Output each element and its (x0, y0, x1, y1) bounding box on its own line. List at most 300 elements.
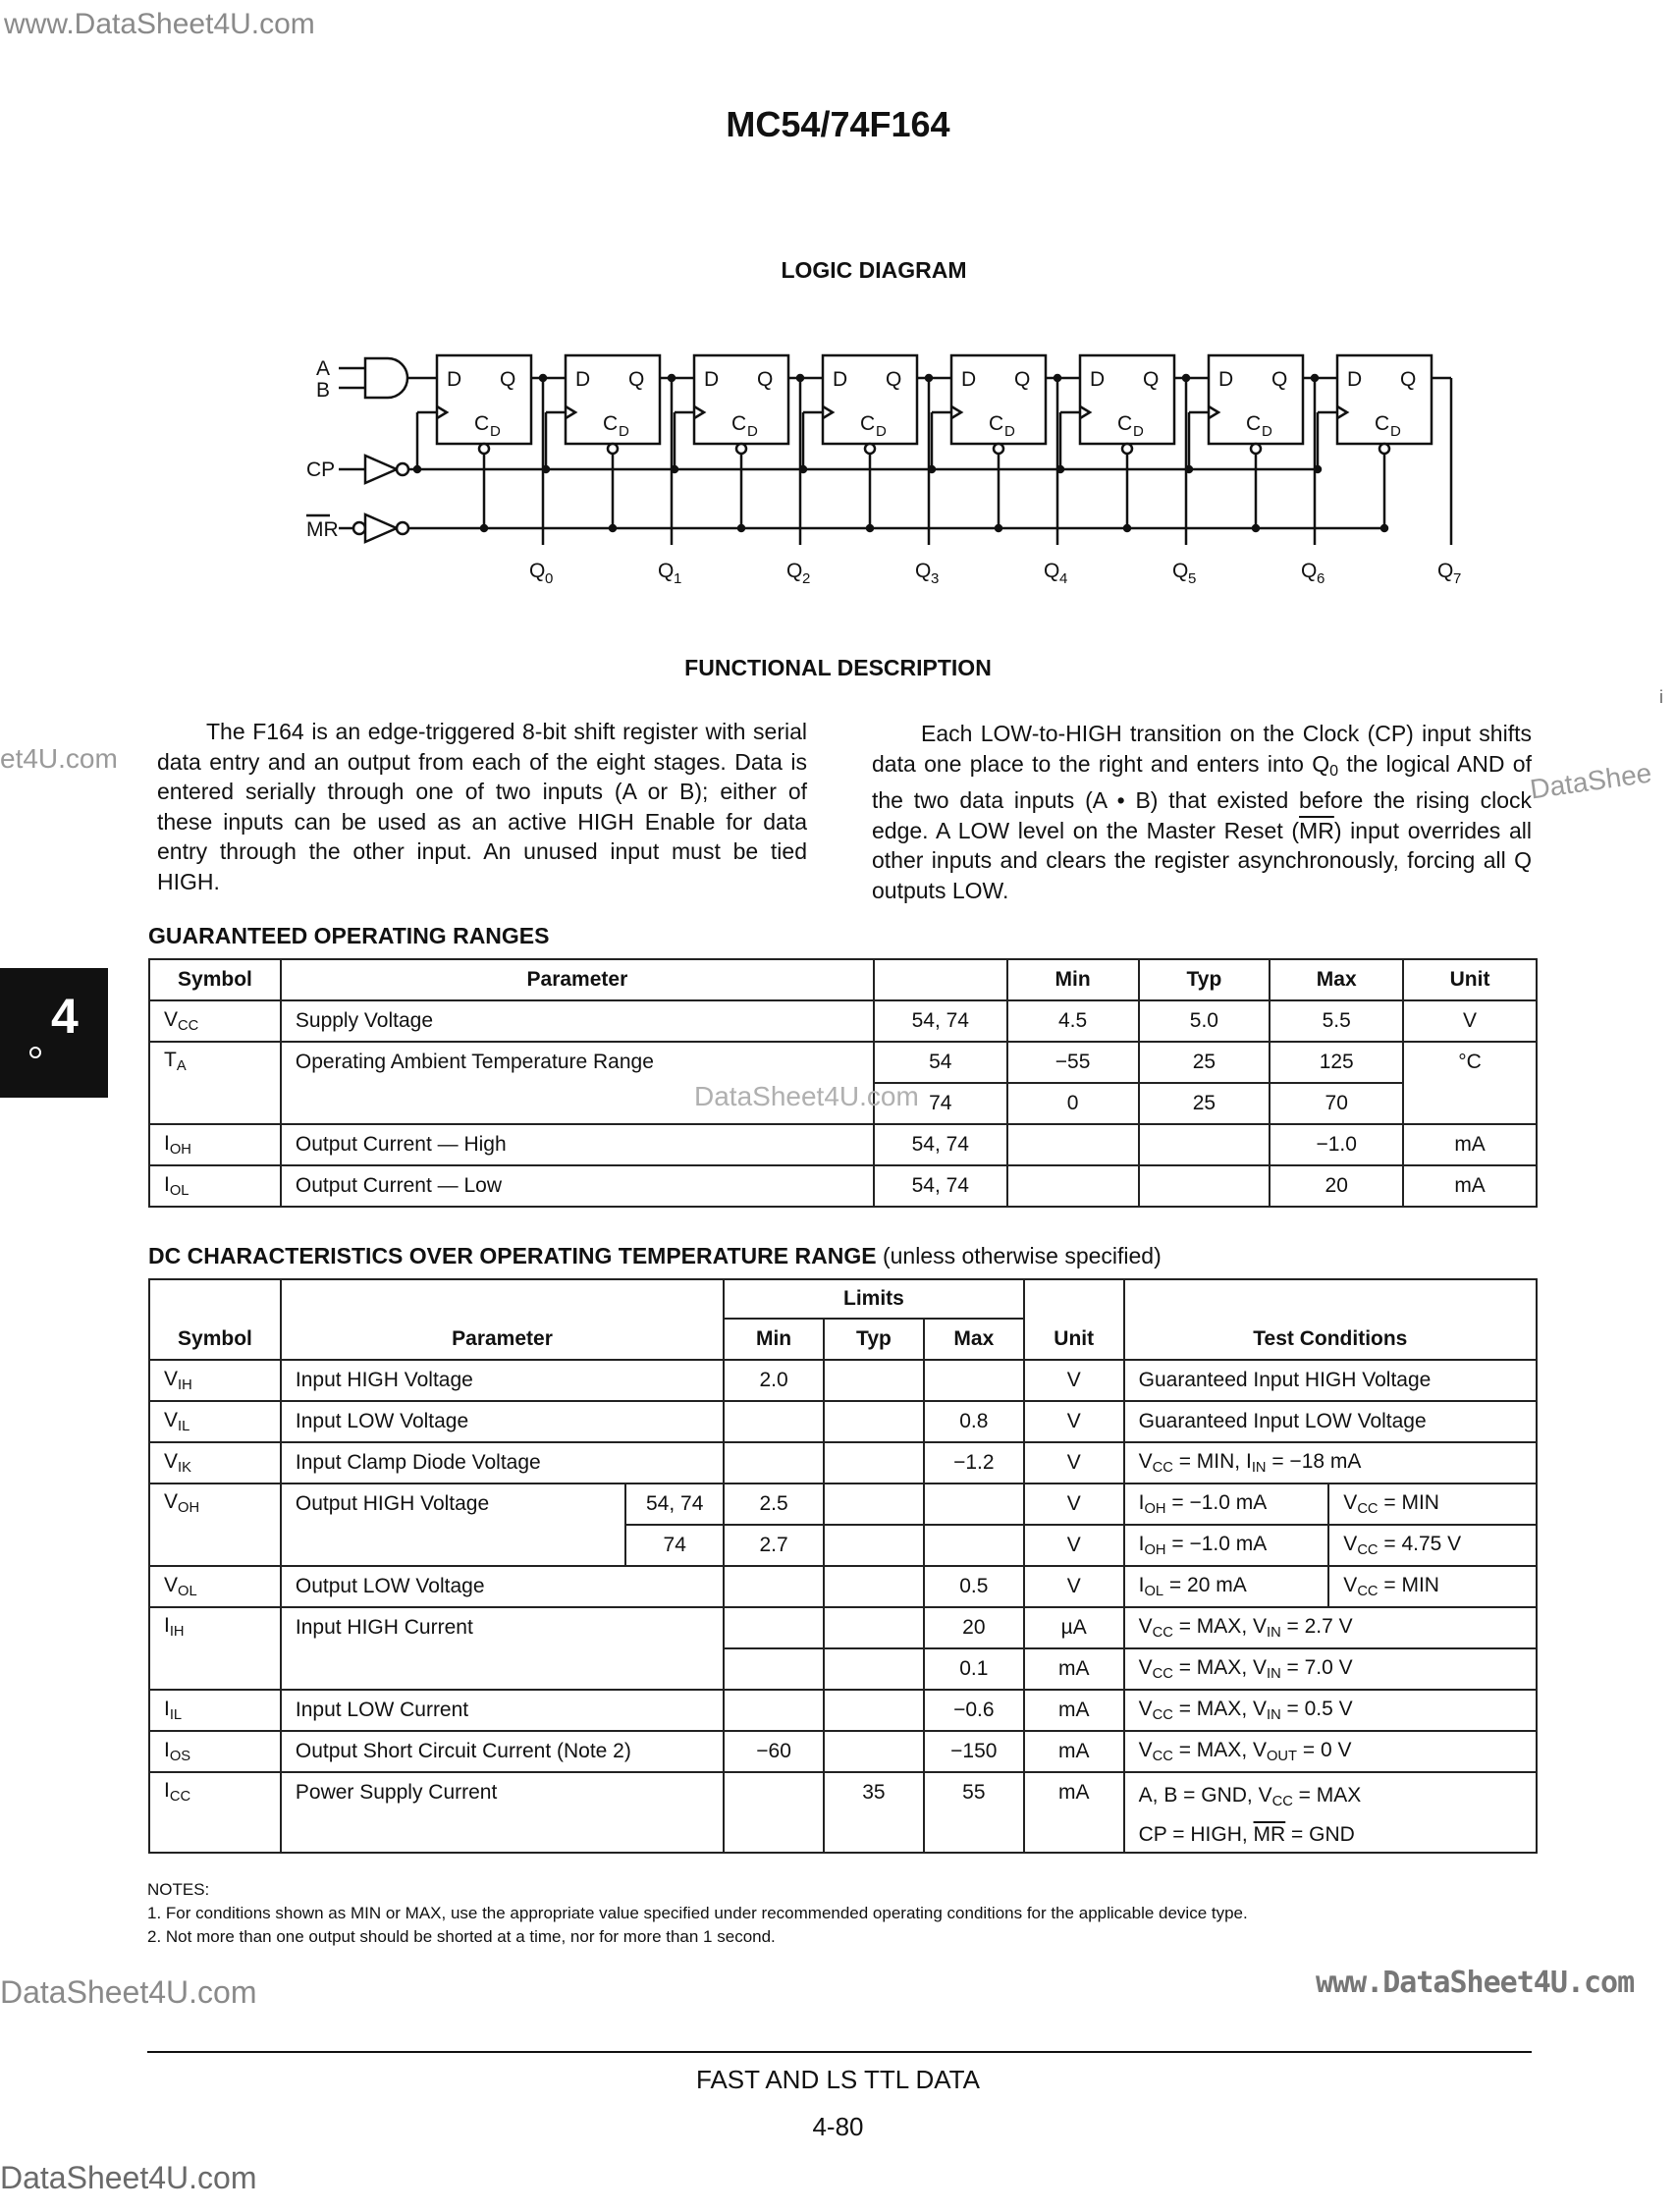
tc-part: = 20 mA (1163, 1574, 1247, 1596)
test-cell (1124, 1731, 1537, 1772)
input-mr-label: MR (306, 518, 339, 541)
ff-d-label: D (833, 368, 848, 391)
symbol-sub: IH (178, 1377, 192, 1393)
output-label: Q (1172, 560, 1189, 582)
desc-right-mr: $\overline{MR}$ (1299, 817, 1334, 843)
max-cell: −1.2 (924, 1442, 1024, 1484)
ff-q-label: Q (1143, 368, 1160, 391)
test-cell (1124, 1525, 1329, 1566)
cd-bubble (994, 444, 1003, 454)
table-row (149, 1690, 1537, 1731)
symbol-sub: IL (169, 1707, 183, 1723)
desc-right-part-1: Each LOW-to-HIGH transition on the Clock (CP) input shifts data one place to the right and enters into Q (872, 721, 1532, 777)
unit-cell: mA (1403, 1124, 1537, 1165)
parameter-cell: Output Current — Low (281, 1165, 874, 1207)
ff-cd-sub: D (1133, 423, 1144, 440)
symbol-sub: OL (178, 1584, 197, 1599)
test-cell (1328, 1525, 1537, 1566)
watermark-center: DataSheet4U.com (694, 1081, 919, 1111)
max-cell: −0.6 (924, 1690, 1024, 1731)
dc-characteristics-table (148, 1278, 1538, 1854)
ff-cd-label: C (731, 412, 747, 435)
ff-cd-sub: D (876, 423, 887, 440)
test-cell (1124, 1648, 1537, 1690)
typ-cell (824, 1648, 924, 1690)
ff-cd-label: C (603, 412, 619, 435)
watermark-mid-left: et4U.com (0, 743, 118, 774)
dc-heading-note: (unless otherwise specified) (882, 1243, 1162, 1268)
typ-cell (824, 1360, 924, 1401)
tc-part: V (1138, 1698, 1153, 1720)
col-parameter: Parameter (281, 959, 874, 1000)
ff-cd-label: C (989, 412, 1004, 435)
tc-sub: IN (1267, 1666, 1281, 1682)
ff-cd-label: C (474, 412, 490, 435)
col-max: Max (924, 1319, 1024, 1360)
output-sub: 4 (1059, 570, 1068, 587)
output-sub: 6 (1317, 570, 1325, 587)
cd-bubble (1251, 444, 1261, 454)
typ-cell (824, 1566, 924, 1607)
symbol-main: I (164, 1779, 170, 1802)
max-cell: 125 (1270, 1042, 1403, 1083)
tc-part: = MIN, I (1172, 1450, 1252, 1473)
cd-bubble (865, 444, 875, 454)
test-cell (1124, 1566, 1329, 1607)
cp-buffer (365, 456, 397, 483)
tc-sub: OL (1144, 1584, 1164, 1599)
tc-part: V (1138, 1739, 1153, 1761)
ff-cd-label: C (1117, 412, 1133, 435)
min-cell (724, 1607, 824, 1648)
device-cell: 54, 74 (874, 1000, 1007, 1042)
max-cell: 20 (924, 1607, 1024, 1648)
min-cell (1007, 1124, 1139, 1165)
col-max: Max (1270, 959, 1403, 1000)
min-cell (1007, 1165, 1139, 1207)
unit-cell: mA (1024, 1648, 1124, 1690)
input-cp-label: CP (306, 459, 336, 481)
ff-q-label: Q (1271, 368, 1288, 391)
parameter-cell: Operating Ambient Temperature Range (281, 1042, 874, 1124)
tc-sub: CC (1152, 1749, 1173, 1764)
tc-part: V (1343, 1491, 1358, 1514)
test-cell (1124, 1442, 1537, 1484)
max-cell (924, 1484, 1024, 1525)
symbol-main: V (164, 1368, 179, 1390)
unit-cell: V (1024, 1525, 1124, 1566)
tc-part: V (1138, 1450, 1153, 1473)
typ-cell (1139, 1124, 1271, 1165)
symbol-main: V (164, 1008, 179, 1031)
output-label: Q (915, 560, 932, 582)
table-row (149, 1772, 1537, 1853)
tc-part: = MIN (1378, 1491, 1439, 1514)
symbol-main: I (164, 1173, 170, 1196)
tc-part: V (1138, 1656, 1153, 1679)
symbol-cell (149, 1690, 281, 1731)
desc-right-part-3: ) input overrides all other inputs and clears the register asynchronously, forcing all Q outputs LOW. (872, 817, 1532, 903)
col-min: Min (1007, 959, 1139, 1000)
device-cell: 74 (625, 1525, 724, 1566)
tc-part: = MIN (1378, 1574, 1439, 1596)
tc-part: = 0 V (1297, 1739, 1352, 1761)
clock-edge-marker (1337, 406, 1347, 418)
max-cell (924, 1360, 1024, 1401)
symbol-sub: CC (169, 1789, 191, 1805)
unit-cell: V (1024, 1360, 1124, 1401)
clock-edge-marker (823, 406, 833, 418)
symbol-main: V (164, 1574, 179, 1596)
min-cell: 2.5 (724, 1484, 824, 1525)
ff-cd-sub: D (619, 423, 629, 440)
symbol-main: V (164, 1409, 179, 1431)
edge-mark: i (1659, 687, 1663, 707)
tc-part: V (1138, 1615, 1153, 1638)
unit-cell: V (1024, 1484, 1124, 1525)
typ-cell (824, 1484, 924, 1525)
tc-part: V (1343, 1574, 1358, 1596)
output-sub: 2 (802, 570, 811, 587)
symbol-main: I (164, 1739, 170, 1761)
document-title: MC54/74F164 (726, 104, 950, 144)
footer-rule (147, 2051, 1532, 2053)
parameter-cell: Input LOW Voltage (281, 1401, 724, 1442)
watermark-bottom-left: DataSheet4U.com (0, 1974, 257, 2010)
parameter-cell: Supply Voltage (281, 1000, 874, 1042)
tc-part: = −1.0 mA (1165, 1533, 1268, 1555)
dc-characteristics-heading (148, 1243, 1162, 1269)
tc-part: = MAX, V (1172, 1656, 1267, 1679)
table-header-row (149, 959, 1537, 1000)
output-label: Q (1437, 560, 1454, 582)
clock-edge-marker (694, 406, 704, 418)
tc-sub: CC (1357, 1542, 1379, 1558)
symbol-cell (149, 1607, 281, 1690)
symbol-sub: IH (169, 1624, 185, 1640)
symbol-main: I (164, 1614, 170, 1637)
tc-part: I (1138, 1533, 1145, 1555)
functional-description-right (872, 719, 1532, 905)
section-tab (0, 968, 108, 1098)
watermark-footer: DataSheet4U.com (0, 2160, 257, 2195)
symbol-cell (149, 1360, 281, 1401)
min-cell: 4.5 (1007, 1000, 1139, 1042)
max-cell: 20 (1270, 1165, 1403, 1207)
min-cell (724, 1648, 824, 1690)
ff-cd-sub: D (1004, 423, 1015, 440)
tc-part: CP = HIGH, (1138, 1823, 1254, 1846)
min-cell (724, 1442, 824, 1484)
output-sub: 0 (545, 570, 554, 587)
test-cell (1124, 1690, 1537, 1731)
typ-cell (824, 1731, 924, 1772)
note-1: 1. For conditions shown as MIN or MAX, use the appropriate value specified under recommended operating conditions for the applicable device type. (147, 1904, 1248, 1922)
parameter-cell: Input HIGH Current (281, 1607, 724, 1690)
tc-part: = MAX, V (1172, 1739, 1267, 1761)
ff-cd-sub: D (747, 423, 758, 440)
col-limits: Limits (724, 1279, 1024, 1319)
table-row (149, 1566, 1537, 1607)
col-device (874, 959, 1007, 1000)
section-tab-dot (29, 1047, 41, 1058)
notes-label: NOTES: (147, 1880, 210, 1899)
desc-right-sub: 0 (1329, 761, 1339, 780)
test-cell (1124, 1484, 1329, 1525)
symbol-sub: OH (169, 1142, 191, 1158)
test-cell (1328, 1566, 1537, 1607)
section-tab-number: 4 (51, 989, 79, 1044)
tc-sub: CC (1152, 1707, 1173, 1723)
clock-edge-marker (566, 406, 575, 418)
col-test-conditions: Test Conditions (1124, 1279, 1537, 1360)
tc-sub: OUT (1267, 1749, 1298, 1764)
tc-sub: CC (1357, 1584, 1379, 1599)
unit-cell: °C (1403, 1042, 1537, 1124)
max-cell: −1.0 (1270, 1124, 1403, 1165)
table-row (149, 1731, 1537, 1772)
symbol-cell (149, 1124, 281, 1165)
symbol-cell (149, 1772, 281, 1853)
output-label: Q (1301, 560, 1318, 582)
desc-right-part-2: the logical AND of the two data inputs (A • B) that existed before the rising clock edge. A LOW level on the Master Reset ( (872, 750, 1532, 843)
table-row (149, 1484, 1537, 1525)
typ-cell: 25 (1139, 1042, 1271, 1083)
ff-q-label: Q (1014, 368, 1031, 391)
logic-diagram-heading: LOGIC DIAGRAM (781, 257, 967, 283)
tc-part: = 0.5 V (1280, 1698, 1353, 1720)
min-cell (724, 1401, 824, 1442)
typ-cell (824, 1607, 924, 1648)
output-sub: 1 (674, 570, 682, 587)
ff-cd-label: C (1246, 412, 1262, 435)
max-cell: 0.5 (924, 1566, 1024, 1607)
ff-d-label: D (961, 368, 977, 391)
tc-part: = 4.75 V (1378, 1533, 1462, 1555)
functional-description-left: The F164 is an edge-triggered 8-bit shift register with serial data entry and an output from each of the eight stages. Data is entered serially through one of two inputs (A or B); either of these inputs can be used as an active HIGH Enable for data entry through the other input. An unused input must be tied HIGH. (157, 719, 807, 894)
col-symbol: Symbol (149, 959, 281, 1000)
cd-bubble (479, 444, 489, 454)
col-typ: Typ (1139, 959, 1271, 1000)
ff-q-label: Q (757, 368, 774, 391)
ff-cd-sub: D (1390, 423, 1401, 440)
tc-part: A, B = GND, V (1138, 1784, 1272, 1807)
table-row (149, 1042, 1537, 1083)
test-cell: Guaranteed Input HIGH Voltage (1124, 1360, 1537, 1401)
symbol-sub: CC (178, 1018, 199, 1034)
parameter-cell: Input HIGH Voltage (281, 1360, 724, 1401)
watermark-bottom-right: www.DataSheet4U.com (1316, 1966, 1635, 2000)
device-cell: 54, 74 (874, 1165, 1007, 1207)
symbol-sub: A (176, 1058, 187, 1074)
and-gate (365, 358, 407, 398)
watermark-top: www.DataSheet4U.com (4, 8, 315, 40)
min-cell: 0 (1007, 1083, 1139, 1124)
input-a-label: A (316, 357, 331, 380)
tc-sub: IN (1267, 1625, 1281, 1641)
unit-cell: V (1024, 1566, 1124, 1607)
min-cell: 2.7 (724, 1525, 824, 1566)
table-row (149, 1124, 1537, 1165)
ff-d-label: D (575, 368, 591, 391)
typ-cell: 25 (1139, 1083, 1271, 1124)
parameter-cell: Output HIGH Voltage (281, 1484, 625, 1566)
typ-cell: 35 (824, 1772, 924, 1853)
unit-cell: mA (1403, 1165, 1537, 1207)
parameter-cell: Power Supply Current (281, 1772, 724, 1853)
symbol-cell (149, 1042, 281, 1124)
logic-diagram (0, 334, 1676, 599)
test-cell (1124, 1772, 1537, 1853)
clock-edge-marker (1209, 406, 1218, 418)
output-label: Q (658, 560, 675, 582)
output-sub: 7 (1453, 570, 1462, 587)
table-row (149, 1401, 1537, 1442)
max-cell: 70 (1270, 1083, 1403, 1124)
typ-cell (824, 1401, 924, 1442)
guaranteed-ranges-heading: GUARANTEED OPERATING RANGES (148, 923, 550, 948)
mr-buffer (365, 514, 397, 542)
table-header-row (149, 1279, 1537, 1319)
col-symbol: Symbol (149, 1279, 281, 1360)
output-label: Q (786, 560, 803, 582)
max-cell: −150 (924, 1731, 1024, 1772)
tc-sub: OH (1144, 1501, 1166, 1517)
device-cell: 54 (874, 1042, 1007, 1083)
table-row (149, 1442, 1537, 1484)
ff-cd-sub: D (490, 423, 501, 440)
col-unit: Unit (1024, 1279, 1124, 1360)
max-cell: 5.5 (1270, 1000, 1403, 1042)
clock-edge-marker (437, 406, 447, 418)
output-label: Q (1044, 560, 1060, 582)
typ-cell (1139, 1165, 1271, 1207)
mr-input-bubble (353, 522, 365, 534)
ff-q-label: Q (886, 368, 902, 391)
test-cell (1328, 1484, 1537, 1525)
symbol-cell (149, 1165, 281, 1207)
min-cell (724, 1772, 824, 1853)
symbol-main: I (164, 1132, 170, 1155)
tc-part: = GND (1285, 1823, 1355, 1846)
col-unit: Unit (1403, 959, 1537, 1000)
col-typ: Typ (824, 1319, 924, 1360)
symbol-sub: OS (169, 1749, 191, 1764)
tc-sub: IN (1267, 1707, 1281, 1723)
output-sub: 5 (1188, 570, 1197, 587)
symbol-cell (149, 1484, 281, 1566)
table-row (149, 1165, 1537, 1207)
ff-cd-label: C (860, 412, 876, 435)
output-label: Q (529, 560, 546, 582)
min-cell (724, 1566, 824, 1607)
note-2: 2. Not more than one output should be shorted at a time, nor for more than 1 second. (147, 1927, 776, 1946)
tc-sub: OH (1144, 1542, 1166, 1558)
typ-cell: 5.0 (1139, 1000, 1271, 1042)
notes (147, 1878, 1522, 1949)
test-cell (1124, 1607, 1537, 1648)
tc-part: I (1138, 1574, 1145, 1596)
cd-bubble (1379, 444, 1389, 454)
device-cell: 54, 74 (874, 1124, 1007, 1165)
unit-cell: V (1024, 1401, 1124, 1442)
symbol-sub: OH (178, 1500, 200, 1516)
typ-cell (824, 1525, 924, 1566)
cd-bubble (736, 444, 746, 454)
output-sub: 3 (931, 570, 940, 587)
symbol-sub: IK (178, 1460, 191, 1476)
watermark-mid-right: DataShee (1528, 757, 1654, 805)
symbol-cell (149, 1442, 281, 1484)
parameter-cell: Output Current — High (281, 1124, 874, 1165)
clock-edge-marker (951, 406, 961, 418)
functional-description-heading: FUNCTIONAL DESCRIPTION (684, 655, 992, 680)
ff-d-label: D (1347, 368, 1363, 391)
parameter-cell: Output LOW Voltage (281, 1566, 724, 1607)
typ-cell (824, 1442, 924, 1484)
mr-bubble (397, 522, 408, 534)
device-cell: 74 (874, 1083, 1007, 1124)
symbol-main: I (164, 1698, 170, 1720)
device-cell: 54, 74 (625, 1484, 724, 1525)
ff-d-label: D (1090, 368, 1106, 391)
symbol-main: V (164, 1490, 179, 1513)
min-cell (724, 1690, 824, 1731)
page-number: 4-80 (812, 2112, 864, 2141)
tc-sub: IN (1251, 1460, 1267, 1476)
tc-sub: CC (1152, 1625, 1173, 1641)
table-row (149, 1000, 1537, 1042)
tc-sub: CC (1152, 1460, 1173, 1476)
unit-cell: mA (1024, 1690, 1124, 1731)
max-cell: 55 (924, 1772, 1024, 1853)
unit-cell: V (1403, 1000, 1537, 1042)
min-cell: −55 (1007, 1042, 1139, 1083)
parameter-cell: Output Short Circuit Current (Note 2) (281, 1731, 724, 1772)
test-cell: Guaranteed Input LOW Voltage (1124, 1401, 1537, 1442)
tc-sub: CC (1152, 1666, 1173, 1682)
max-cell: 0.1 (924, 1648, 1024, 1690)
unit-cell: mA (1024, 1772, 1124, 1853)
tc-part: V (1343, 1533, 1358, 1555)
ff-d-label: D (1218, 368, 1234, 391)
table-row (149, 1607, 1537, 1648)
parameter-cell: Input LOW Current (281, 1690, 724, 1731)
footer-title: FAST AND LS TTL DATA (696, 2065, 980, 2094)
input-b-label: B (316, 379, 331, 402)
tc-part: = MAX, V (1172, 1615, 1267, 1638)
tc-sub: CC (1357, 1501, 1379, 1517)
tc-mr: $\overline{MR}$ (1253, 1823, 1286, 1846)
min-cell: −60 (724, 1731, 824, 1772)
parameter-cell: Input Clamp Diode Voltage (281, 1442, 724, 1484)
ff-d-label: D (704, 368, 720, 391)
symbol-cell (149, 1000, 281, 1042)
symbol-main: T (164, 1049, 177, 1071)
tc-part: = 7.0 V (1280, 1656, 1353, 1679)
ff-cd-label: C (1375, 412, 1390, 435)
tc-part: = 2.7 V (1280, 1615, 1353, 1638)
col-min: Min (724, 1319, 824, 1360)
symbol-sub: OL (169, 1183, 189, 1199)
unit-cell: mA (1024, 1731, 1124, 1772)
tc-line-1 (1139, 1779, 1530, 1818)
symbol-sub: IL (178, 1419, 190, 1434)
cd-bubble (1122, 444, 1132, 454)
ff-q-label: Q (628, 368, 645, 391)
tc-sub: CC (1271, 1794, 1293, 1809)
cd-bubble (608, 444, 618, 454)
